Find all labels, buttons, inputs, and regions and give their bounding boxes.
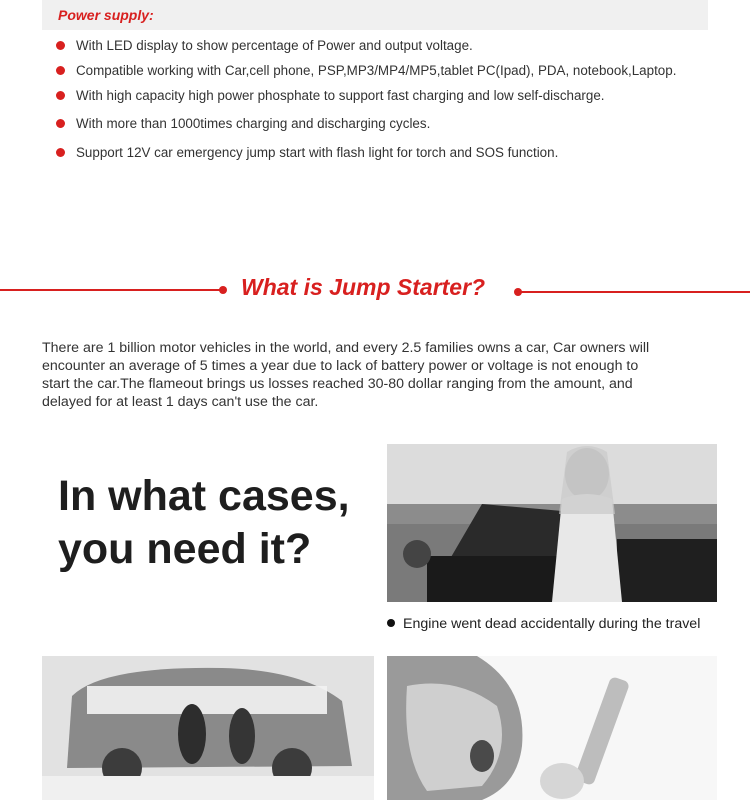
intro-paragraph: There are 1 billion motor vehicles in the world, and every 2.5 families owns a car, Car owners will encounter an average of 5 times a year due to lack of battery power or voltage is not enough to start the car.The flameout brings us losses reached 30-80 dollar ranging from the amount, and delayed for at least 1 days can't use the car. bbox=[42, 340, 650, 410]
bullet-icon bbox=[387, 619, 395, 627]
divider-line-right bbox=[519, 291, 750, 293]
list-item-text: Support 12V car emergency jump start with flash light for torch and SOS function. bbox=[76, 145, 559, 160]
photo-woman-shouting-phone bbox=[387, 656, 717, 800]
power-supply-title: Power supply: bbox=[58, 7, 154, 23]
photo-illustration bbox=[387, 656, 717, 800]
list-item bbox=[56, 62, 736, 79]
bullet-icon bbox=[56, 41, 65, 50]
photo-broken-car-woman-phone bbox=[387, 444, 717, 602]
list-item bbox=[56, 144, 736, 161]
cases-title bbox=[58, 470, 350, 576]
list-item-text: With high capacity high power phosphate to support fast charging and low self-discharge. bbox=[76, 88, 605, 103]
list-item-text: With more than 1000times charging and discharging cycles. bbox=[76, 116, 431, 131]
bullet-icon bbox=[56, 66, 65, 75]
list-item bbox=[56, 87, 736, 104]
photo-illustration bbox=[387, 444, 717, 602]
cases-title-line-2: you need it? bbox=[58, 525, 312, 573]
divider-line-left bbox=[0, 289, 222, 291]
photo-snow-car bbox=[42, 656, 374, 800]
photo-illustration bbox=[42, 656, 374, 800]
power-supply-header bbox=[42, 0, 708, 30]
divider-dot-icon bbox=[219, 286, 227, 294]
cases-title-line-1: In what cases, bbox=[58, 472, 350, 520]
section-heading: What is Jump Starter? bbox=[241, 274, 486, 300]
list-item bbox=[56, 37, 736, 54]
list-item-text: Compatible working with Car,cell phone, PSP,MP3/MP4/MP5,tablet PC(Ipad), PDA, notebook,Laptop. bbox=[76, 63, 677, 78]
list-item bbox=[56, 115, 736, 132]
bullet-icon bbox=[56, 119, 65, 128]
photo-caption bbox=[387, 616, 700, 632]
bullet-icon bbox=[56, 91, 65, 100]
bullet-icon bbox=[56, 148, 65, 157]
power-supply-list bbox=[56, 37, 736, 161]
caption-text: Engine went dead accidentally during the travel bbox=[403, 616, 701, 632]
list-item-text: With LED display to show percentage of Power and output voltage. bbox=[76, 38, 473, 53]
